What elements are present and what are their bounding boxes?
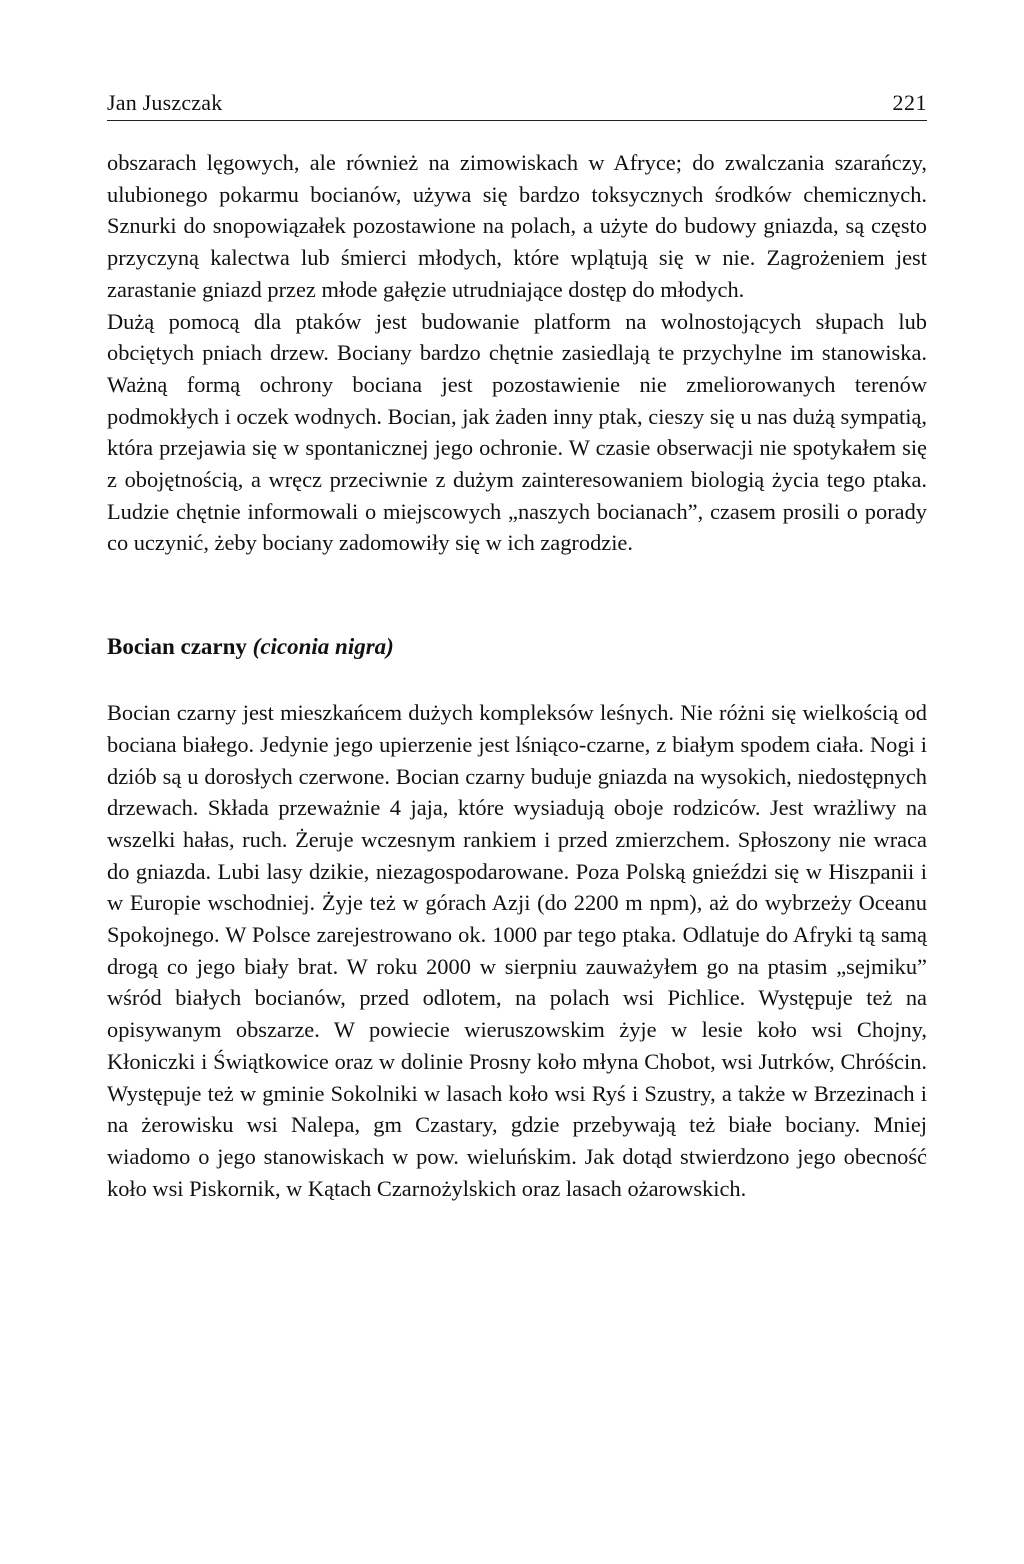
body-text [107, 147, 927, 559]
page-number: 221 [892, 90, 927, 115]
document-page [107, 90, 927, 1204]
header-author: Jan Juszczak [107, 90, 223, 115]
paragraph-continuation: obszarach lęgowych, ale również na zimowiskach w Afryce; do zwalczania szarańczy, ulubionego pokarmu bocianów, używa się bardzo toksycznych środków chemicznych. Sznurki do snopowiązałek pozostawione na polach, a użyte do budowy gniazda, są często przyczyną kalectwa lub śmierci młodych, które wplątują się w nie. Zagrożeniem jest zarastanie gniazd przez młode gałęzie utrudniające dostęp do młodych. [107, 150, 927, 302]
section-latin-name: (ciconia nigra) [252, 634, 394, 660]
paragraph-black-stork: Bocian czarny jest mieszkańcem dużych kompleksów leśnych. Nie różni się wielkością od bociana białego. Jedynie jego upierzenie jest lśniąco-czarne, z białym spodem ciała. Nogi i dziób są u dorosłych czerwone. Bocian czarny buduje gniazda na wysokich, niedostępnych drzewach. Składa przeważnie 4 jaja, które wysiadują oboje rodziców. Jest wrażliwy na wszelki hałas, ruch. Żeruje wczesnym rankiem i przed zmierzchem. Spłoszony nie wraca do gniazda. Lubi lasy dzikie, niezagospodarowane. Poza Polską gnieździ się w Hiszpanii i w Europie wschodniej. Żyje też w górach Azji (do 2200 m npm), aż do wybrzeży Oceanu Spokojnego. W Polsce zarejestrowano ok. 1000 par tego ptaka. Odlatuje do Afryki tą samą drogą co jego biały brat. W roku 2000 w sierpniu zauważyłem go na ptasim „sejmiku” wśród białych bocianów, przed odlotem, na polach wsi Pichlice. Występuje też na opisywanym obszarze. W powiecie wieruszowskim żyje w lesie koło wsi Chojny, Kłoniczki i Świątkowice oraz w dolinie Prosny koło młyna Chobot, wsi Jutrków, Chróścin. Występuje też w gminie Sokolniki w lasach koło wsi Ryś i Szustry, a także w Brzezinach i na żerowisku wsi Nalepa, gm Czastary, gdzie przebywają też białe bociany. Mniej wiadomo o jego stanowiskach w pow. wieluńskim. Jak dotąd stwierdzono jego obecność koło wsi Piskornik, w Kątach Czarnożylskich oraz lasach ożarowskich. [107, 700, 927, 1201]
section-title: Bocian czarny [107, 634, 247, 660]
paragraph-protection: Dużą pomocą dla ptaków jest budowanie platform na wolnostojących słupach lub obciętych pniach drzew. Bociany bardzo chętnie zasiedlają te przychylne im stanowiska. Ważną formą ochrony bociana jest pozostawienie nie zmeliorowanych terenów podmokłych i oczek wodnych. Bocian, jak żaden inny ptak, cieszy się u nas dużą sympatią, która przejawia się w spontanicznej jego ochronie. W czasie obserwacji nie spotykałem się z obojętnością, a wręcz przeciwnie z dużym zainteresowaniem biologią życia tego ptaka. Ludzie chętnie informowali o miejscowych „naszych bocianach”, czasem prosili o porady co uczynić, żeby bociany zadomowiły się w ich zagrodzie. [107, 308, 927, 556]
section-heading [107, 632, 927, 662]
running-header [107, 90, 927, 121]
section-body [107, 697, 927, 1204]
